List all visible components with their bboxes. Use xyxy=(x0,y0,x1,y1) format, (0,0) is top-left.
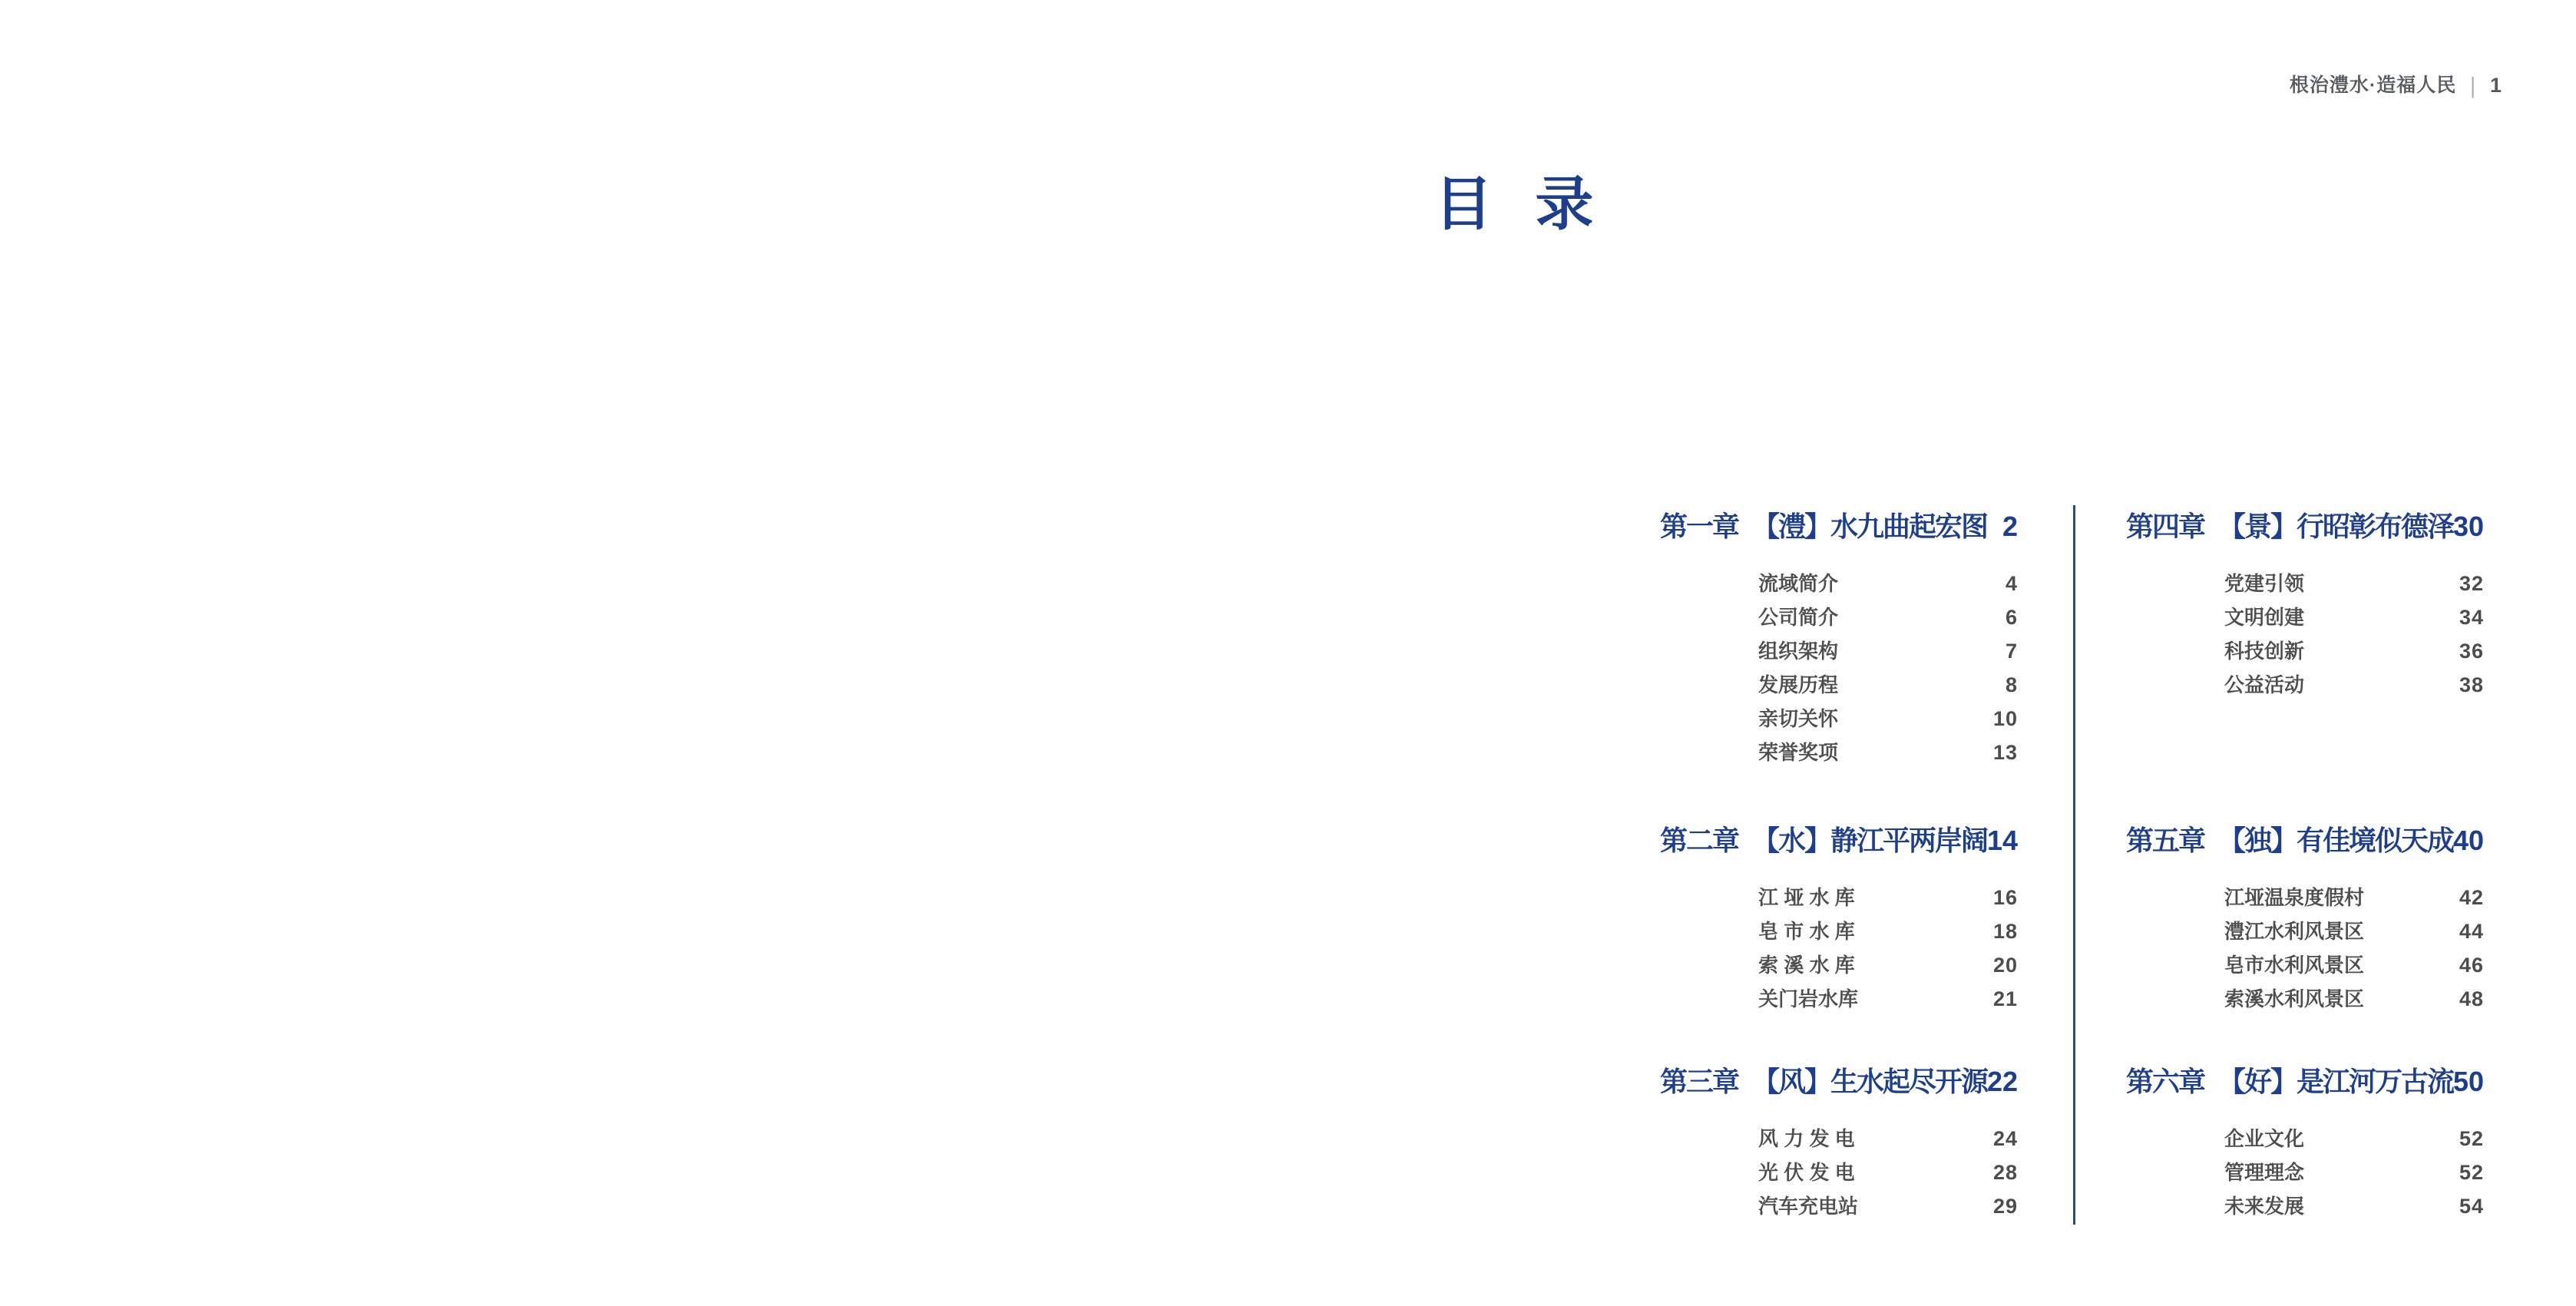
chapter-items xyxy=(1660,567,2018,769)
header-separator: | xyxy=(2470,71,2476,99)
toc-item-page: 36 xyxy=(2459,640,2484,663)
toc-item-label: 澧江水利风景区 xyxy=(2224,920,2365,943)
chapter-block-2 xyxy=(1660,823,2018,1016)
toc-item-label: 汽车充电站 xyxy=(1758,1195,1859,1218)
toc-item-page: 38 xyxy=(2459,673,2484,696)
toc-item-page: 32 xyxy=(2459,572,2484,595)
chapter-label: 第三章 xyxy=(1660,1066,1739,1097)
toc-item[interactable] xyxy=(2126,914,2484,948)
chapter-page-number: 2 xyxy=(2002,511,2018,542)
toc-item[interactable] xyxy=(1660,702,2018,736)
toc-item-label: 风 力 发 电 xyxy=(1758,1127,1855,1150)
toc-item[interactable] xyxy=(1660,982,2018,1016)
toc-item[interactable] xyxy=(1660,1122,2018,1156)
running-header xyxy=(2290,72,2502,98)
toc-item[interactable] xyxy=(1660,948,2018,982)
toc-item-page: 29 xyxy=(1992,1195,2018,1218)
chapter-items xyxy=(1660,1122,2018,1223)
chapter-block-1 xyxy=(1660,509,2018,769)
chapter-page-number: 30 xyxy=(2453,511,2485,542)
chapter-items xyxy=(2126,1122,2484,1223)
toc-item-label: 关门岩水库 xyxy=(1758,987,1859,1010)
chapter-title: 【好】是江河万古流 xyxy=(2218,1066,2454,1097)
toc-item-page: 52 xyxy=(2459,1161,2484,1184)
chapter-block-5 xyxy=(2126,823,2484,1016)
chapter-title: 【独】有佳境似天成 xyxy=(2218,825,2454,856)
toc-item-label: 管理理念 xyxy=(2224,1161,2305,1184)
toc-item-page: 46 xyxy=(2459,954,2484,977)
chapter-heading[interactable] xyxy=(1660,509,2018,544)
chapter-page-number: 40 xyxy=(2453,825,2485,856)
chapter-heading[interactable] xyxy=(1660,823,2018,858)
toc-item-page: 4 xyxy=(2005,572,2018,595)
toc-item-page: 28 xyxy=(1992,1161,2018,1184)
toc-item-label: 未来发展 xyxy=(2224,1195,2305,1218)
chapter-block-4 xyxy=(2126,509,2484,702)
toc-item-label: 流域简介 xyxy=(1758,572,1839,595)
chapter-heading[interactable] xyxy=(1660,1064,2018,1099)
toc-item[interactable] xyxy=(1660,634,2018,668)
toc-item-label: 江 垭 水 库 xyxy=(1758,886,1855,909)
toc-item-page: 13 xyxy=(1992,741,2018,764)
toc-item[interactable] xyxy=(2126,982,2484,1016)
chapter-items xyxy=(1660,881,2018,1016)
chapter-label: 第六章 xyxy=(2126,1066,2205,1097)
toc-item-label: 荣誉奖项 xyxy=(1758,741,1839,764)
toc-item-label: 索 溪 水 库 xyxy=(1758,954,1855,977)
toc-item-label: 皂 市 水 库 xyxy=(1758,920,1855,943)
chapter-label: 第一章 xyxy=(1660,511,1739,542)
toc-item[interactable] xyxy=(1660,736,2018,769)
header-page-number: 1 xyxy=(2489,74,2502,97)
header-slogan: 根治澧水·造福人民 xyxy=(2289,74,2457,96)
chapter-title: 【风】生水起尽开源 xyxy=(1752,1066,1988,1097)
toc-item-page: 7 xyxy=(2005,640,2018,663)
toc-item[interactable] xyxy=(2126,1189,2484,1223)
toc-item[interactable] xyxy=(2126,600,2484,634)
page-title: 目 录 xyxy=(1434,172,1594,237)
toc-item-page: 18 xyxy=(1992,920,2018,943)
toc-item[interactable] xyxy=(2126,668,2484,702)
toc-item[interactable] xyxy=(1660,567,2018,600)
chapter-title: 【水】静江平两岸阔 xyxy=(1752,825,1988,856)
chapter-heading[interactable] xyxy=(2126,823,2484,858)
toc-item-page: 8 xyxy=(2005,673,2018,696)
toc-item[interactable] xyxy=(2126,881,2484,914)
chapter-title: 【澧】水九曲起宏图 xyxy=(1752,511,1988,542)
chapter-label: 第四章 xyxy=(2126,511,2205,542)
chapter-heading[interactable] xyxy=(2126,1064,2484,1099)
toc-item-label: 江垭温泉度假村 xyxy=(2224,886,2365,909)
toc-item[interactable] xyxy=(2126,1122,2484,1156)
chapter-items xyxy=(2126,881,2484,1016)
toc-item-label: 企业文化 xyxy=(2224,1127,2305,1150)
toc-item[interactable] xyxy=(1660,914,2018,948)
chapter-label: 第五章 xyxy=(2126,825,2205,856)
toc-item-label: 亲切关怀 xyxy=(1758,707,1839,730)
chapter-page-number: 50 xyxy=(2453,1066,2485,1097)
toc-item-page: 52 xyxy=(2459,1127,2484,1150)
chapter-label: 第二章 xyxy=(1660,825,1739,856)
toc-item-label: 文明创建 xyxy=(2224,606,2305,629)
toc-item[interactable] xyxy=(2126,567,2484,600)
toc-item-page: 20 xyxy=(1992,954,2018,977)
chapter-heading[interactable] xyxy=(2126,509,2484,544)
toc-item-label: 公益活动 xyxy=(2224,673,2305,696)
toc-item-label: 科技创新 xyxy=(2224,640,2305,663)
toc-item-page: 24 xyxy=(1992,1127,2018,1150)
chapter-page-number: 14 xyxy=(1987,825,2019,856)
toc-item-page: 10 xyxy=(1992,707,2018,730)
toc-item[interactable] xyxy=(1660,600,2018,634)
toc-item-label: 光 伏 发 电 xyxy=(1758,1161,1855,1184)
chapter-page-number: 22 xyxy=(1987,1066,2019,1097)
toc-item[interactable] xyxy=(2126,948,2484,982)
toc-item-page: 54 xyxy=(2459,1195,2484,1218)
chapter-block-3 xyxy=(1660,1064,2018,1223)
toc-item-page: 48 xyxy=(2459,987,2484,1010)
toc-item-page: 44 xyxy=(2459,920,2484,943)
toc-item[interactable] xyxy=(1660,1156,2018,1189)
toc-item[interactable] xyxy=(2126,1156,2484,1189)
toc-item-page: 21 xyxy=(1992,987,2018,1010)
toc-item-label: 发展历程 xyxy=(1758,673,1839,696)
toc-item-label: 组织架构 xyxy=(1758,640,1839,663)
toc-item[interactable] xyxy=(2126,634,2484,668)
toc-item-page: 16 xyxy=(1992,886,2018,909)
toc-item-label: 索溪水利风景区 xyxy=(2224,987,2365,1010)
toc-item[interactable] xyxy=(1660,881,2018,914)
toc-item-label: 皂市水利风景区 xyxy=(2224,954,2365,977)
chapter-items xyxy=(2126,567,2484,702)
toc-item[interactable] xyxy=(1660,1189,2018,1223)
toc-item-label: 公司简介 xyxy=(1758,606,1839,629)
column-divider-line xyxy=(2073,505,2075,1225)
toc-item-page: 42 xyxy=(2459,886,2484,909)
chapter-title: 【景】行昭彰布德泽 xyxy=(2218,511,2454,542)
toc-item-page: 6 xyxy=(2005,606,2018,629)
toc-item-label: 党建引领 xyxy=(2224,572,2305,595)
chapter-block-6 xyxy=(2126,1064,2484,1223)
toc-item[interactable] xyxy=(1660,668,2018,702)
toc-item-page: 34 xyxy=(2459,606,2484,629)
